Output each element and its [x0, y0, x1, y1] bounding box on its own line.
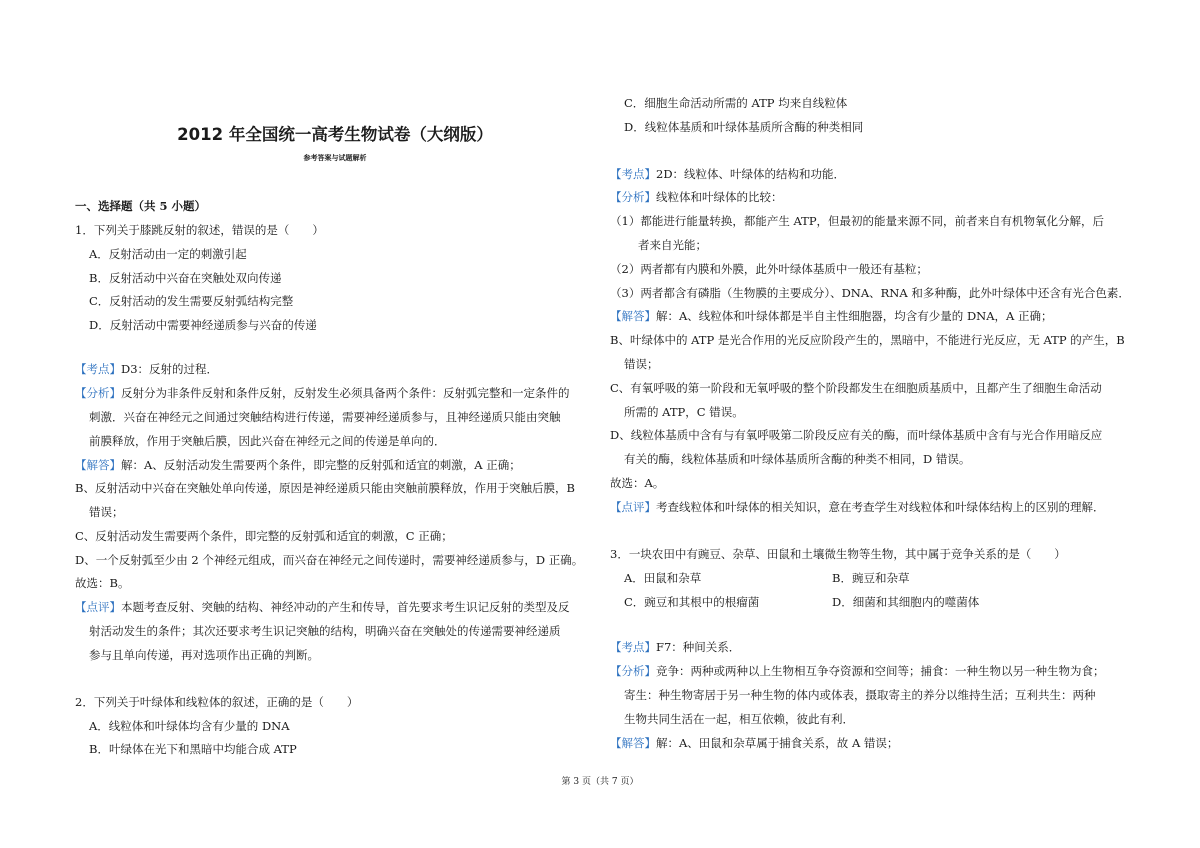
q3-kaodian: 【考点】F7：种间关系．: [610, 640, 741, 654]
q2-fenxi-2: （2）两者都有内膜和外膜，此外叶绿体基质中一般还有基粒；: [610, 262, 928, 276]
q2-jieda-b: B、叶绿体中的 ATP 是光合作用的光反应阶段产生的，黑暗中，不能进行光反应，无 ATP 的产生，B: [610, 333, 1125, 347]
q3-jieda: 【解答】解：A、田鼠和杂草属于捕食关系，故 A 错误；: [610, 736, 899, 750]
page-subtitle: 参考答案与试题解析: [303, 153, 367, 162]
q3-option-b: B．豌豆和杂草: [832, 571, 910, 585]
q2-jieda-c2: 所需的 ATP，C 错误。: [624, 405, 744, 419]
q2-option-b: B．叶绿体在光下和黑暗中均能合成 ATP: [89, 742, 297, 756]
q1-dianping-3: 参与且单向传递，再对选项作出正确的判断。: [89, 648, 319, 662]
question-2: 2．下列关于叶绿体和线粒体的叙述，正确的是（ ）: [75, 695, 359, 709]
q2-kaodian: 【考点】2D：线粒体、叶绿体的结构和功能．: [610, 167, 846, 181]
q1-fenxi-3: 前膜释放，作用于突触后膜，因此兴奋在神经元之间的传递是单向的．: [89, 434, 446, 448]
q3-fenxi-3: 生物共同生活在一起，相互依赖，彼此有利．: [624, 712, 854, 726]
q1-jieda-d: D、一个反射弧至少由 2 个神经元组成，而兴奋在神经元之间传递时，需要神经递质参与，D 正确。: [75, 553, 584, 567]
q1-jieda: 【解答】解：A、反射活动发生需要两个条件，即完整的反射弧和适宜的刺激，A 正确；: [75, 458, 521, 472]
q2-dianping: 【点评】考查线粒体和叶绿体的相关知识，意在考查学生对线粒体和叶绿体结构上的区别的理解．: [610, 500, 1105, 514]
q1-fenxi: 【分析】反射分为非条件反射和条件反射，反射发生必须具备两个条件：反射弧完整和一定条件的: [75, 386, 570, 400]
q1-kaodian: 【考点】D3：反射的过程．: [75, 362, 219, 376]
q3-fenxi-2: 寄生：种生物寄居于另一种生物的体内或体表，摄取寄主的养分以维持生活；互利共生：两种: [624, 688, 1096, 702]
q3-fenxi: 【分析】竞争：两种或两种以上生物相互争夺资源和空间等；捕食：一种生物以另一种生物为食；: [610, 664, 1105, 678]
q2-option-a: A．线粒体和叶绿体均含有少量的 DNA: [89, 719, 290, 733]
question-1: 1．下列关于膝跳反射的叙述，错误的是（ ）: [75, 223, 324, 237]
q2-jieda-d2: 有关的酶，线粒体基质和叶绿体基质所含酶的种类不相同，D 错误。: [624, 452, 971, 466]
page-title: 2012 年全国统一高考生物试卷（大纲版）: [177, 125, 493, 144]
q1-option-a: A．反射活动由一定的刺激引起: [89, 247, 247, 261]
q1-fenxi-2: 刺激．兴奋在神经元之间通过突触结构进行传递，需要神经递质参与，且神经递质只能由突触: [89, 410, 561, 424]
q1-jieda-c: C、反射活动发生需要两个条件，即完整的反射弧和适宜的刺激，C 正确；: [75, 529, 453, 543]
q2-fenxi-1: （1）都能进行能量转换，都能产生 ATP，但最初的能量来源不同，前者来自有机物氧化分解，后: [610, 214, 1105, 228]
section-heading: 一、选择题（共 5 小题）: [75, 199, 207, 213]
q1-jieda-b2: 错误；: [89, 505, 124, 519]
q1-dianping-2: 射活动发生的条件；其次还要求考生识记突触的结构，明确兴奋在突触处的传递需要神经递质: [89, 624, 561, 638]
q1-dianping: 【点评】本题考查反射、突触的结构、神经冲动的产生和传导，首先要求考生识记反射的类型及反: [75, 600, 570, 614]
q2-fenxi: 【分析】线粒体和叶绿体的比较：: [610, 190, 783, 204]
q3-option-a: A．田鼠和杂草: [624, 571, 702, 585]
q3-option-c: C．豌豆和其根中的根瘤菌: [624, 595, 760, 609]
q2-option-d: D．线粒体基质和叶绿体基质所含酶的种类相同: [624, 120, 864, 134]
q2-jieda: 【解答】解：A、线粒体和叶绿体都是半自主性细胞器，均含有少量的 DNA，A 正确；: [610, 309, 1053, 323]
q2-jieda-c: C、有氧呼吸的第一阶段和无氧呼吸的整个阶段都发生在细胞质基质中，且都产生了细胞生命活动: [610, 381, 1102, 395]
q3-option-d: D．细菌和其细胞内的噬菌体: [832, 595, 980, 609]
q2-jieda-b2: 错误；: [624, 357, 659, 371]
q1-option-d: D．反射活动中需要神经递质参与兴奋的传递: [89, 318, 317, 332]
q2-answer: 故选：A。: [610, 476, 665, 490]
q1-option-b: B．反射活动中兴奋在突触处双向传递: [89, 271, 282, 285]
q2-jieda-d: D、线粒体基质中含有与有氧呼吸第二阶段反应有关的酶，而叶绿体基质中含有与光合作用暗反应: [610, 428, 1103, 442]
q2-fenxi-3: （3）两者都含有磷脂（生物膜的主要成分）、DNA、RNA 和多种酶，此外叶绿体中还含有光合色素．: [610, 286, 1130, 300]
q2-fenxi-1b: 者来自光能；: [638, 238, 707, 252]
q1-jieda-b: B、反射活动中兴奋在突触处单向传递，原因是神经递质只能由突触前膜释放，作用于突触后膜，B: [75, 481, 575, 495]
q1-answer: 故选：B。: [75, 576, 130, 590]
q2-option-c: C．细胞生命活动所需的 ATP 均来自线粒体: [624, 96, 848, 110]
question-3: 3．一块农田中有豌豆、杂草、田鼠和土壤微生物等生物，其中属于竞争关系的是（ ）: [610, 547, 1066, 561]
q1-option-c: C．反射活动的发生需要反射弧结构完整: [89, 294, 294, 308]
page-footer: 第 3 页（共 7 页）: [561, 777, 639, 787]
